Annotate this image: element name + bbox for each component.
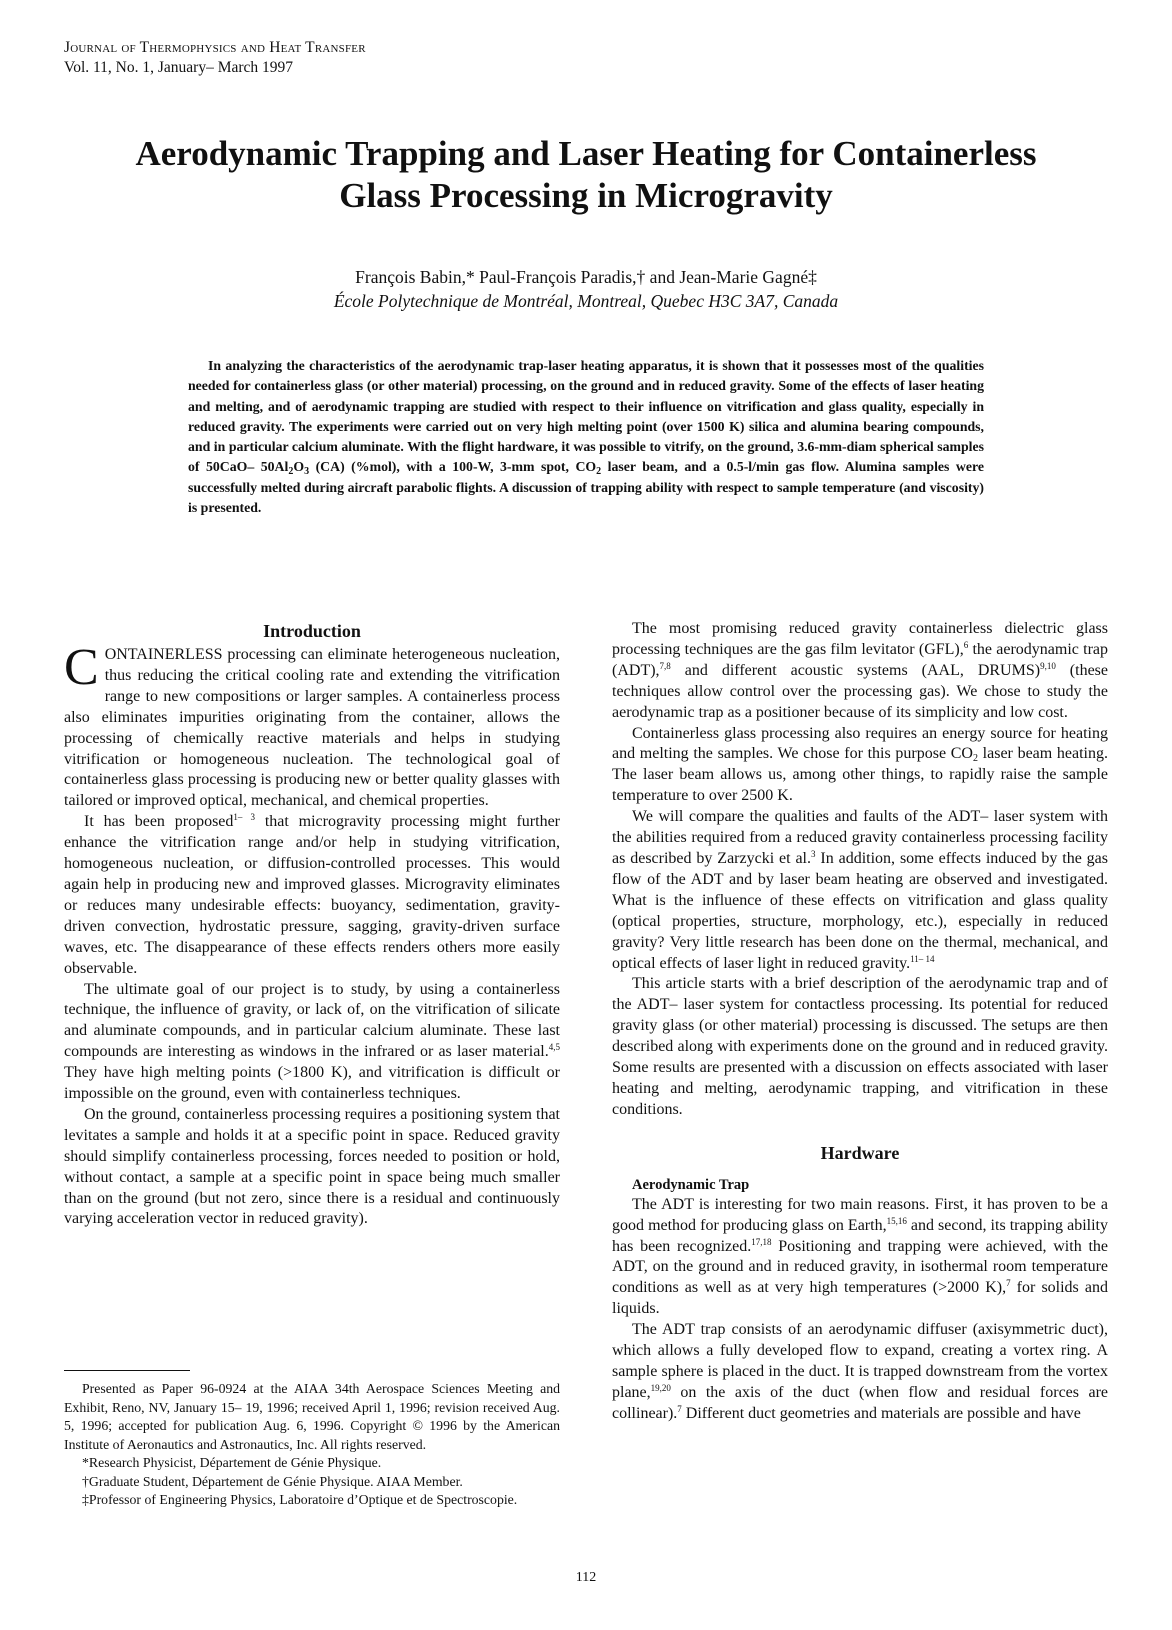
aerodynamic-trap-heading: Aerodynamic Trap <box>632 1176 750 1193</box>
citation-ref: 7,8 <box>659 660 671 671</box>
intro-paragraph-1 <box>64 639 560 812</box>
intro-lead-caps: ONTAINERLESS <box>104 646 223 663</box>
intro-paragraph-6 <box>612 724 1108 808</box>
citation-ref: 17,18 <box>751 1236 772 1247</box>
citation-ref: 9,10 <box>1040 660 1056 671</box>
intro-p5-text-b: the aerodynamic trap (ADT), <box>612 640 1108 679</box>
intro-p3-text-a: The ultimate goal of our project is to study, by using a containerless technique, the influence of gravity, or lack of, on the vitrification of silicate and aluminate compounds, and in particular calcium aluminate. These last compounds are interesting as windows in the infrared or as laser material. <box>64 980 560 1061</box>
volume-line: Vol. 11, No. 1, January– March 1997 <box>64 59 294 76</box>
intro-paragraph-3 <box>64 980 560 1105</box>
citation-ref: 15,16 <box>886 1215 907 1226</box>
footnotes <box>64 1380 560 1510</box>
title-line-1: Aerodynamic Trapping and Laser Heating for Containerless <box>135 134 1037 173</box>
citation-ref: 7 <box>677 1403 682 1414</box>
citation-ref: 4,5 <box>548 1042 560 1053</box>
hw-p2-text-b: on the axis of the duct (when flow and residual forces are collinear). <box>612 1383 1108 1422</box>
author-names: François Babin,* Paul-François Paradis,† and Jean-Marie Gagné‡ <box>355 267 817 287</box>
footnote-rule <box>64 1370 190 1371</box>
journal-header <box>64 38 366 78</box>
citation-ref: 11– 14 <box>910 953 935 964</box>
abstract-sub-3: 2 <box>596 466 602 478</box>
intro-paragraph-8: This article starts with a brief description of the aerodynamic trap and of the ADT– laser system for contactless processing. Its potential for reduced gravity glass (or other material) processing is discussed. The setups are then described along with experiments done on the ground and in reduced gravity. Some results are presented with a discussion on effects associated with laser heating and melting, aerodynamic trapping, and vitrification in these conditions. <box>612 975 1108 1118</box>
intro-p6-text-b: laser beam heating. The laser beam allows us, among other things, to rapidly raise the sample temperature to over 2500 K. <box>612 745 1108 805</box>
citation-ref: 3 <box>811 848 816 859</box>
hw-p1-text-a: The ADT is interesting for two main reasons. First, it has proven to be a good method for producing glass on Earth, <box>612 1195 1108 1234</box>
citation-ref: 19,20 <box>650 1382 671 1393</box>
abstract-text-2: O <box>293 459 305 475</box>
intro-p5-text-d: (these techniques allow control over the processing gas). We chose to study the aerodynamic trap as a positioner because of its simplicity and low cost. <box>612 661 1109 721</box>
hw-p1-text-d: for solids and liquids. <box>612 1279 1108 1318</box>
hardware-paragraph-2 <box>612 1320 1108 1425</box>
page-number: 112 <box>575 1570 597 1585</box>
footnote-author-2: †Graduate Student, Département de Génie Physique. AIAA Member. <box>82 1473 463 1489</box>
footnote-author-1: *Research Physicist, Département de Génie Physique. <box>82 1455 382 1470</box>
intro-p7-text-a: We will compare the qualities and faults of the ADT– laser system with the abilities required from a reduced gravity containerless processing facility as described by Zarzycki et al. <box>612 808 1108 867</box>
hw-p1-text-c: Positioning and trapping were achieved, with the ADT, on the ground and in reduced gravity, in isothermal room temperature conditions as well as at very high temperatures (>2000 K), <box>612 1237 1108 1297</box>
hardware-heading: Hardware <box>820 1142 900 1163</box>
intro-p3-text-b: They have high melting points (>1800 K), and vitrification is difficult or impossible on the ground, even with containerless techniques. <box>64 1064 560 1103</box>
intro-p6-text-a: Containerless glass processing also requires an energy source for heating and melting the samples. We chose for this purpose CO <box>612 724 1108 763</box>
journal-name: Journal of Thermophysics and Heat Transfer <box>64 39 366 56</box>
footnote-author-3: ‡Professor of Engineering Physics, Laboratoire d’Optique et de Spectroscopie. <box>82 1492 518 1507</box>
drop-cap: C <box>64 639 99 696</box>
intro-p1-text: processing can eliminate heterogeneous nucleation, thus reducing the critical cooling rate and extending the vitrification range to new compositions or larger samples. A containerless process also eliminates impurities originating from the container, allows the processing of chemically reactive materials and helps in studying vitrification or homogeneous nucleation. The technological goal of containerless glass processing is producing new or better quality glasses with tailored or improved optical, mechanical, and chemical properties. <box>64 646 560 810</box>
citation-ref: 1– 3 <box>233 812 255 823</box>
abstract-sub-2: 3 <box>304 466 310 478</box>
intro-paragraph-2 <box>64 812 560 979</box>
abstract-text-4: laser beam, and a 0.5-l/min gas flow. Alumina samples were successfully melted during aircraft parabolic flights. A discussion of trapping ability with respect to sample temperature (and viscosity) is presented. <box>188 459 984 516</box>
hw-p2-text-a: The ADT trap consists of an aerodynamic diffuser (axisymmetric duct), which allows a fully developed flow to expand, creating a vortex ring. A sample sphere is placed in the duct. It is trapped downstream from the vortex plane, <box>612 1321 1108 1401</box>
hw-p1-text-b: and second, its trapping ability has been recognized. <box>612 1216 1109 1255</box>
hw-p2-text-c: Different duct geometries and materials are possible and have <box>681 1404 1081 1422</box>
intro-p5-text-c: and different acoustic systems (AAL, DRUMS) <box>670 661 1041 679</box>
author-affiliation: École Polytechnique de Montréal, Montreal, Quebec H3C 3A7, Canada <box>333 291 839 311</box>
introduction-heading: Introduction <box>263 621 361 641</box>
left-column <box>64 619 560 1230</box>
author-block <box>0 265 1172 313</box>
abstract <box>188 356 984 518</box>
title-line-2: Glass Processing in Microgravity <box>339 176 833 215</box>
abstract-text-1: In analyzing the characteristics of the aerodynamic trap-laser heating apparatus, it is shown that it possesses most of the qualities needed for containerless glass (or other material) processing, on the ground and in reduced gravity. Some of the effects of laser heating and melting, and of aerodynamic trapping are studied with respect to their influence on vitrification and glass quality, especially in reduced gravity. The experiments were carried out on very high melting point (over 1500 K) silica and alumina bearing compounds, and in particular calcium aluminate. With the flight hardware, it was possible to vitrify, on the ground, 3.6-mm-diam spherical samples of 50CaO– 50Al <box>188 358 984 475</box>
hardware-paragraph-1 <box>612 1195 1108 1320</box>
citation-ref: 7 <box>1006 1278 1011 1289</box>
abstract-paragraph <box>188 356 984 518</box>
citation-ref: 6 <box>963 639 969 650</box>
abstract-text-3: (CA) (%mol), with a 100-W, 3-mm spot, CO <box>309 459 597 475</box>
intro-p7-text-b: In addition, some effects induced by the gas flow of the ADT and by laser beam heating are observed and investigated. What is the influence of these effects on vitrification and glass quality (optical properties, structure, morphology, etc.), especially in reduced gravity? Very little research has been done on the thermal, mechanical, and optical effects of laser light in reduced gravity. <box>612 849 1109 972</box>
intro-paragraph-4: On the ground, containerless processing requires a positioning system that levitates a sample and holds it at a specific point in space. Reduced gravity should simplify containerless processing, forces needed to position or hold, without contact, a sample at a specific point in space being much smaller than on the ground (but not zero, since there is a residual and continuously varying acceleration vector in reduced gravity). <box>64 1105 560 1228</box>
intro-p2-text-b: that microgravity processing might further enhance the vitrification range and/or help in studying vitrification, homogeneous nucleation, or diffusion-controlled processes. This would again help in producing new and improved glasses. Microgravity eliminates or reduces many undesirable effects: buoyancy, sedimentation, gravity-driven convection, hydrostatic pressure, sagging, gravity-driven surface waves, etc. The disappearance of these effects renders others more easily observable. <box>64 813 561 977</box>
intro-p5-text-a: The most promising reduced gravity containerless dielectric glass processing techniques are the gas film levitator (GFL), <box>612 620 1108 658</box>
footnote-presented: Presented as Paper 96-0924 at the AIAA 34th Aerospace Sciences Meeting and Exhibit, Reno, NV, January 15– 19, 1996; received April 1, 1996; revision received Aug. 5, 1996; accepted for publication Aug. 6, 1996. Copyright © 1996 by the American Institute of Aeronautics and Astronautics, Inc. All rights reserved. <box>64 1381 560 1452</box>
intro-p2-text-a: It has been proposed <box>84 813 234 831</box>
paper-title <box>40 133 1132 217</box>
intro-paragraph-5 <box>612 619 1108 724</box>
intro-p6-sub: 2 <box>972 753 978 765</box>
abstract-sub-1: 2 <box>288 466 294 478</box>
intro-paragraph-7 <box>612 807 1108 974</box>
right-column <box>612 619 1108 1425</box>
